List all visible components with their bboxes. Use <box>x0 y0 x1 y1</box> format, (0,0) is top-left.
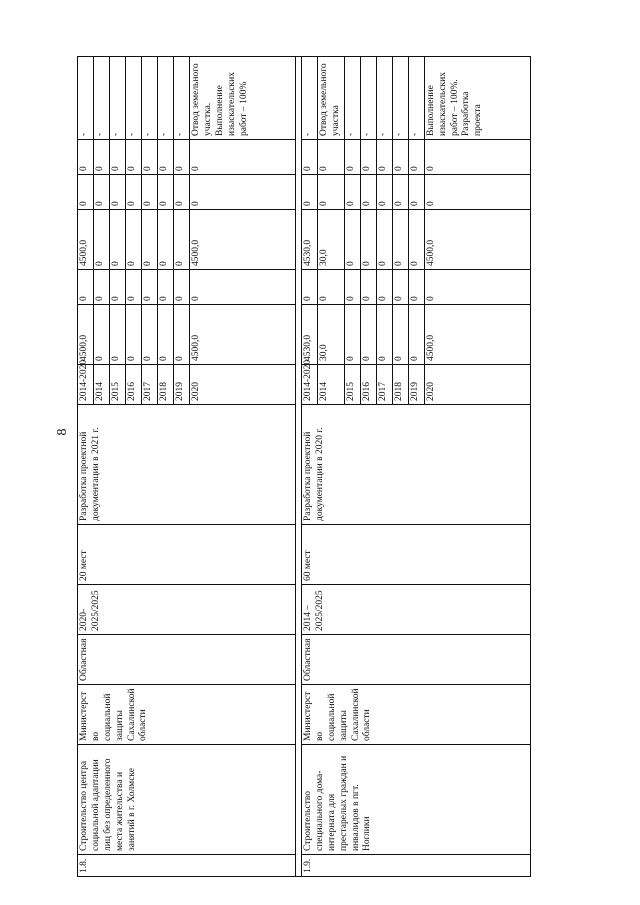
cell-regional-amount: 0 <box>392 210 408 270</box>
cell-total-amount: 4500,0 <box>190 305 296 365</box>
cell-total-amount: 4500,0 <box>78 305 94 365</box>
cell-extra-amount: 0 <box>392 140 408 175</box>
cell-total-amount: 4500,0 <box>424 305 530 365</box>
investment-projects-table <box>77 56 531 877</box>
cell-total-amount: 0 <box>94 305 110 365</box>
cell-federal-amount: 0 <box>392 270 408 305</box>
cell-year: 2016 <box>360 365 376 405</box>
cell-result: - <box>376 57 392 140</box>
cell-local-amount: 0 <box>158 175 174 210</box>
cell-local-amount: 0 <box>392 175 408 210</box>
cell-period: 2014 – 2025/2025 <box>302 585 531 635</box>
cell-local-amount: 0 <box>174 175 190 210</box>
cell-total-amount: 0 <box>110 305 126 365</box>
cell-extra-amount: 0 <box>174 140 190 175</box>
cell-period: 2020-2025/2025 <box>78 585 296 635</box>
cell-federal-amount: 0 <box>302 270 318 305</box>
cell-year: 2015 <box>110 365 126 405</box>
cell-regional-amount: 4500,0 <box>190 210 296 270</box>
cell-total-amount: 0 <box>174 305 190 365</box>
cell-federal-amount: 0 <box>360 270 376 305</box>
cell-federal-amount: 0 <box>318 270 345 305</box>
cell-local-amount: 0 <box>344 175 360 210</box>
cell-year: 2019 <box>408 365 424 405</box>
cell-result: - <box>174 57 190 140</box>
cell-total-amount: 4530,0 <box>302 305 318 365</box>
table-body <box>78 57 531 877</box>
cell-stage: Разработка проектной документации в 2020 г. <box>302 405 531 525</box>
cell-local-amount: 0 <box>78 175 94 210</box>
cell-extra-amount: 0 <box>142 140 158 175</box>
cell-capacity: 60 мест <box>302 525 531 585</box>
cell-regional-amount: 0 <box>174 210 190 270</box>
cell-extra-amount: 0 <box>408 140 424 175</box>
cell-local-amount: 0 <box>408 175 424 210</box>
cell-local-amount: 0 <box>110 175 126 210</box>
cell-total-amount: 0 <box>360 305 376 365</box>
cell-result: - <box>126 57 142 140</box>
cell-extra-amount: 0 <box>126 140 142 175</box>
cell-extra-amount: 0 <box>78 140 94 175</box>
cell-regional-amount: 4530,0 <box>302 210 318 270</box>
cell-result: - <box>110 57 126 140</box>
cell-federal-amount: 0 <box>110 270 126 305</box>
cell-regional-amount: 0 <box>360 210 376 270</box>
cell-result: Выполнение изыскательских работ – 100%. Разработка проекта <box>424 57 530 140</box>
cell-ownership: Областная <box>78 635 296 685</box>
cell-result: - <box>142 57 158 140</box>
cell-total-amount: 30,0 <box>318 305 345 365</box>
cell-regional-amount: 0 <box>126 210 142 270</box>
page-number: 8 <box>55 428 70 436</box>
cell-result: - <box>158 57 174 140</box>
cell-year: 2016 <box>126 365 142 405</box>
cell-regional-amount: 0 <box>142 210 158 270</box>
cell-federal-amount: 0 <box>376 270 392 305</box>
cell-customer: Министерство социальной защиты Сахалинской области <box>78 685 296 745</box>
cell-federal-amount: 0 <box>126 270 142 305</box>
cell-federal-amount: 0 <box>158 270 174 305</box>
cell-total-amount: 0 <box>376 305 392 365</box>
cell-result: - <box>408 57 424 140</box>
cell-result: - <box>360 57 376 140</box>
cell-year: 2014 <box>318 365 345 405</box>
cell-federal-amount: 0 <box>174 270 190 305</box>
cell-local-amount: 0 <box>424 175 530 210</box>
cell-customer: Министерство социальной защиты Сахалинской области <box>302 685 531 745</box>
cell-year: 2014-2020 <box>302 365 318 405</box>
cell-regional-amount: 30,0 <box>318 210 345 270</box>
cell-result: - <box>78 57 94 140</box>
cell-extra-amount: 0 <box>376 140 392 175</box>
cell-year: 2018 <box>392 365 408 405</box>
cell-year: 2015 <box>344 365 360 405</box>
cell-result: Отвод земельного участка <box>318 57 345 140</box>
cell-extra-amount: 0 <box>344 140 360 175</box>
cell-extra-amount: 0 <box>360 140 376 175</box>
cell-federal-amount: 0 <box>78 270 94 305</box>
cell-local-amount: 0 <box>126 175 142 210</box>
rotated-table-page <box>77 57 587 877</box>
cell-local-amount: 0 <box>360 175 376 210</box>
cell-total-amount: 0 <box>158 305 174 365</box>
cell-year: 2020 <box>190 365 296 405</box>
cell-local-amount: 0 <box>94 175 110 210</box>
cell-extra-amount: 0 <box>318 140 345 175</box>
cell-stage: Разработка проектной документации в 2021 г. <box>78 405 296 525</box>
cell-result: - <box>302 57 318 140</box>
cell-local-amount: 0 <box>190 175 296 210</box>
cell-local-amount: 0 <box>302 175 318 210</box>
cell-local-amount: 0 <box>318 175 345 210</box>
cell-extra-amount: 0 <box>94 140 110 175</box>
cell-regional-amount: 0 <box>158 210 174 270</box>
cell-extra-amount: 0 <box>302 140 318 175</box>
cell-federal-amount: 0 <box>408 270 424 305</box>
cell-local-amount: 0 <box>376 175 392 210</box>
cell-regional-amount: 0 <box>408 210 424 270</box>
cell-ownership: Областная <box>302 635 531 685</box>
cell-year: 2014-2020 <box>78 365 94 405</box>
cell-extra-amount: 0 <box>158 140 174 175</box>
cell-year: 2020 <box>424 365 530 405</box>
cell-regional-amount: 0 <box>376 210 392 270</box>
cell-year: 2017 <box>142 365 158 405</box>
cell-result: - <box>344 57 360 140</box>
cell-federal-amount: 0 <box>344 270 360 305</box>
cell-total-amount: 0 <box>126 305 142 365</box>
cell-year: 2014 <box>94 365 110 405</box>
cell-year: 2017 <box>376 365 392 405</box>
cell-total-amount: 0 <box>142 305 158 365</box>
cell-result: - <box>392 57 408 140</box>
cell-regional-amount: 0 <box>94 210 110 270</box>
table-row <box>78 57 94 877</box>
cell-total-amount: 0 <box>392 305 408 365</box>
cell-regional-amount: 0 <box>110 210 126 270</box>
cell-extra-amount: 0 <box>190 140 296 175</box>
cell-extra-amount: 0 <box>424 140 530 175</box>
cell-regional-amount: 0 <box>344 210 360 270</box>
cell-extra-amount: 0 <box>110 140 126 175</box>
cell-local-amount: 0 <box>142 175 158 210</box>
cell-federal-amount: 0 <box>142 270 158 305</box>
table-row <box>302 57 318 877</box>
cell-project-name: Строительство центра социальной адаптации лиц без определенного места жительства и занятий в г. Холмске <box>78 745 296 855</box>
cell-result: Отвод земельного участка. Выполнение изыскательских работ – 100% <box>190 57 296 140</box>
cell-regional-amount: 4500,0 <box>424 210 530 270</box>
cell-capacity: 20 мест <box>78 525 296 585</box>
cell-total-amount: 0 <box>344 305 360 365</box>
cell-total-amount: 0 <box>408 305 424 365</box>
cell-year: 2018 <box>158 365 174 405</box>
cell-result: - <box>94 57 110 140</box>
cell-federal-amount: 0 <box>94 270 110 305</box>
cell-regional-amount: 4500,0 <box>78 210 94 270</box>
cell-project-name: Строительство специального дома-интерната для престарелых граждан и инвалидов в пгт. Ноглики <box>302 745 531 855</box>
cell-federal-amount: 0 <box>190 270 296 305</box>
cell-project-number: 1.9. <box>302 855 531 877</box>
cell-federal-amount: 0 <box>424 270 530 305</box>
cell-project-number: 1.8. <box>78 855 296 877</box>
cell-year: 2019 <box>174 365 190 405</box>
